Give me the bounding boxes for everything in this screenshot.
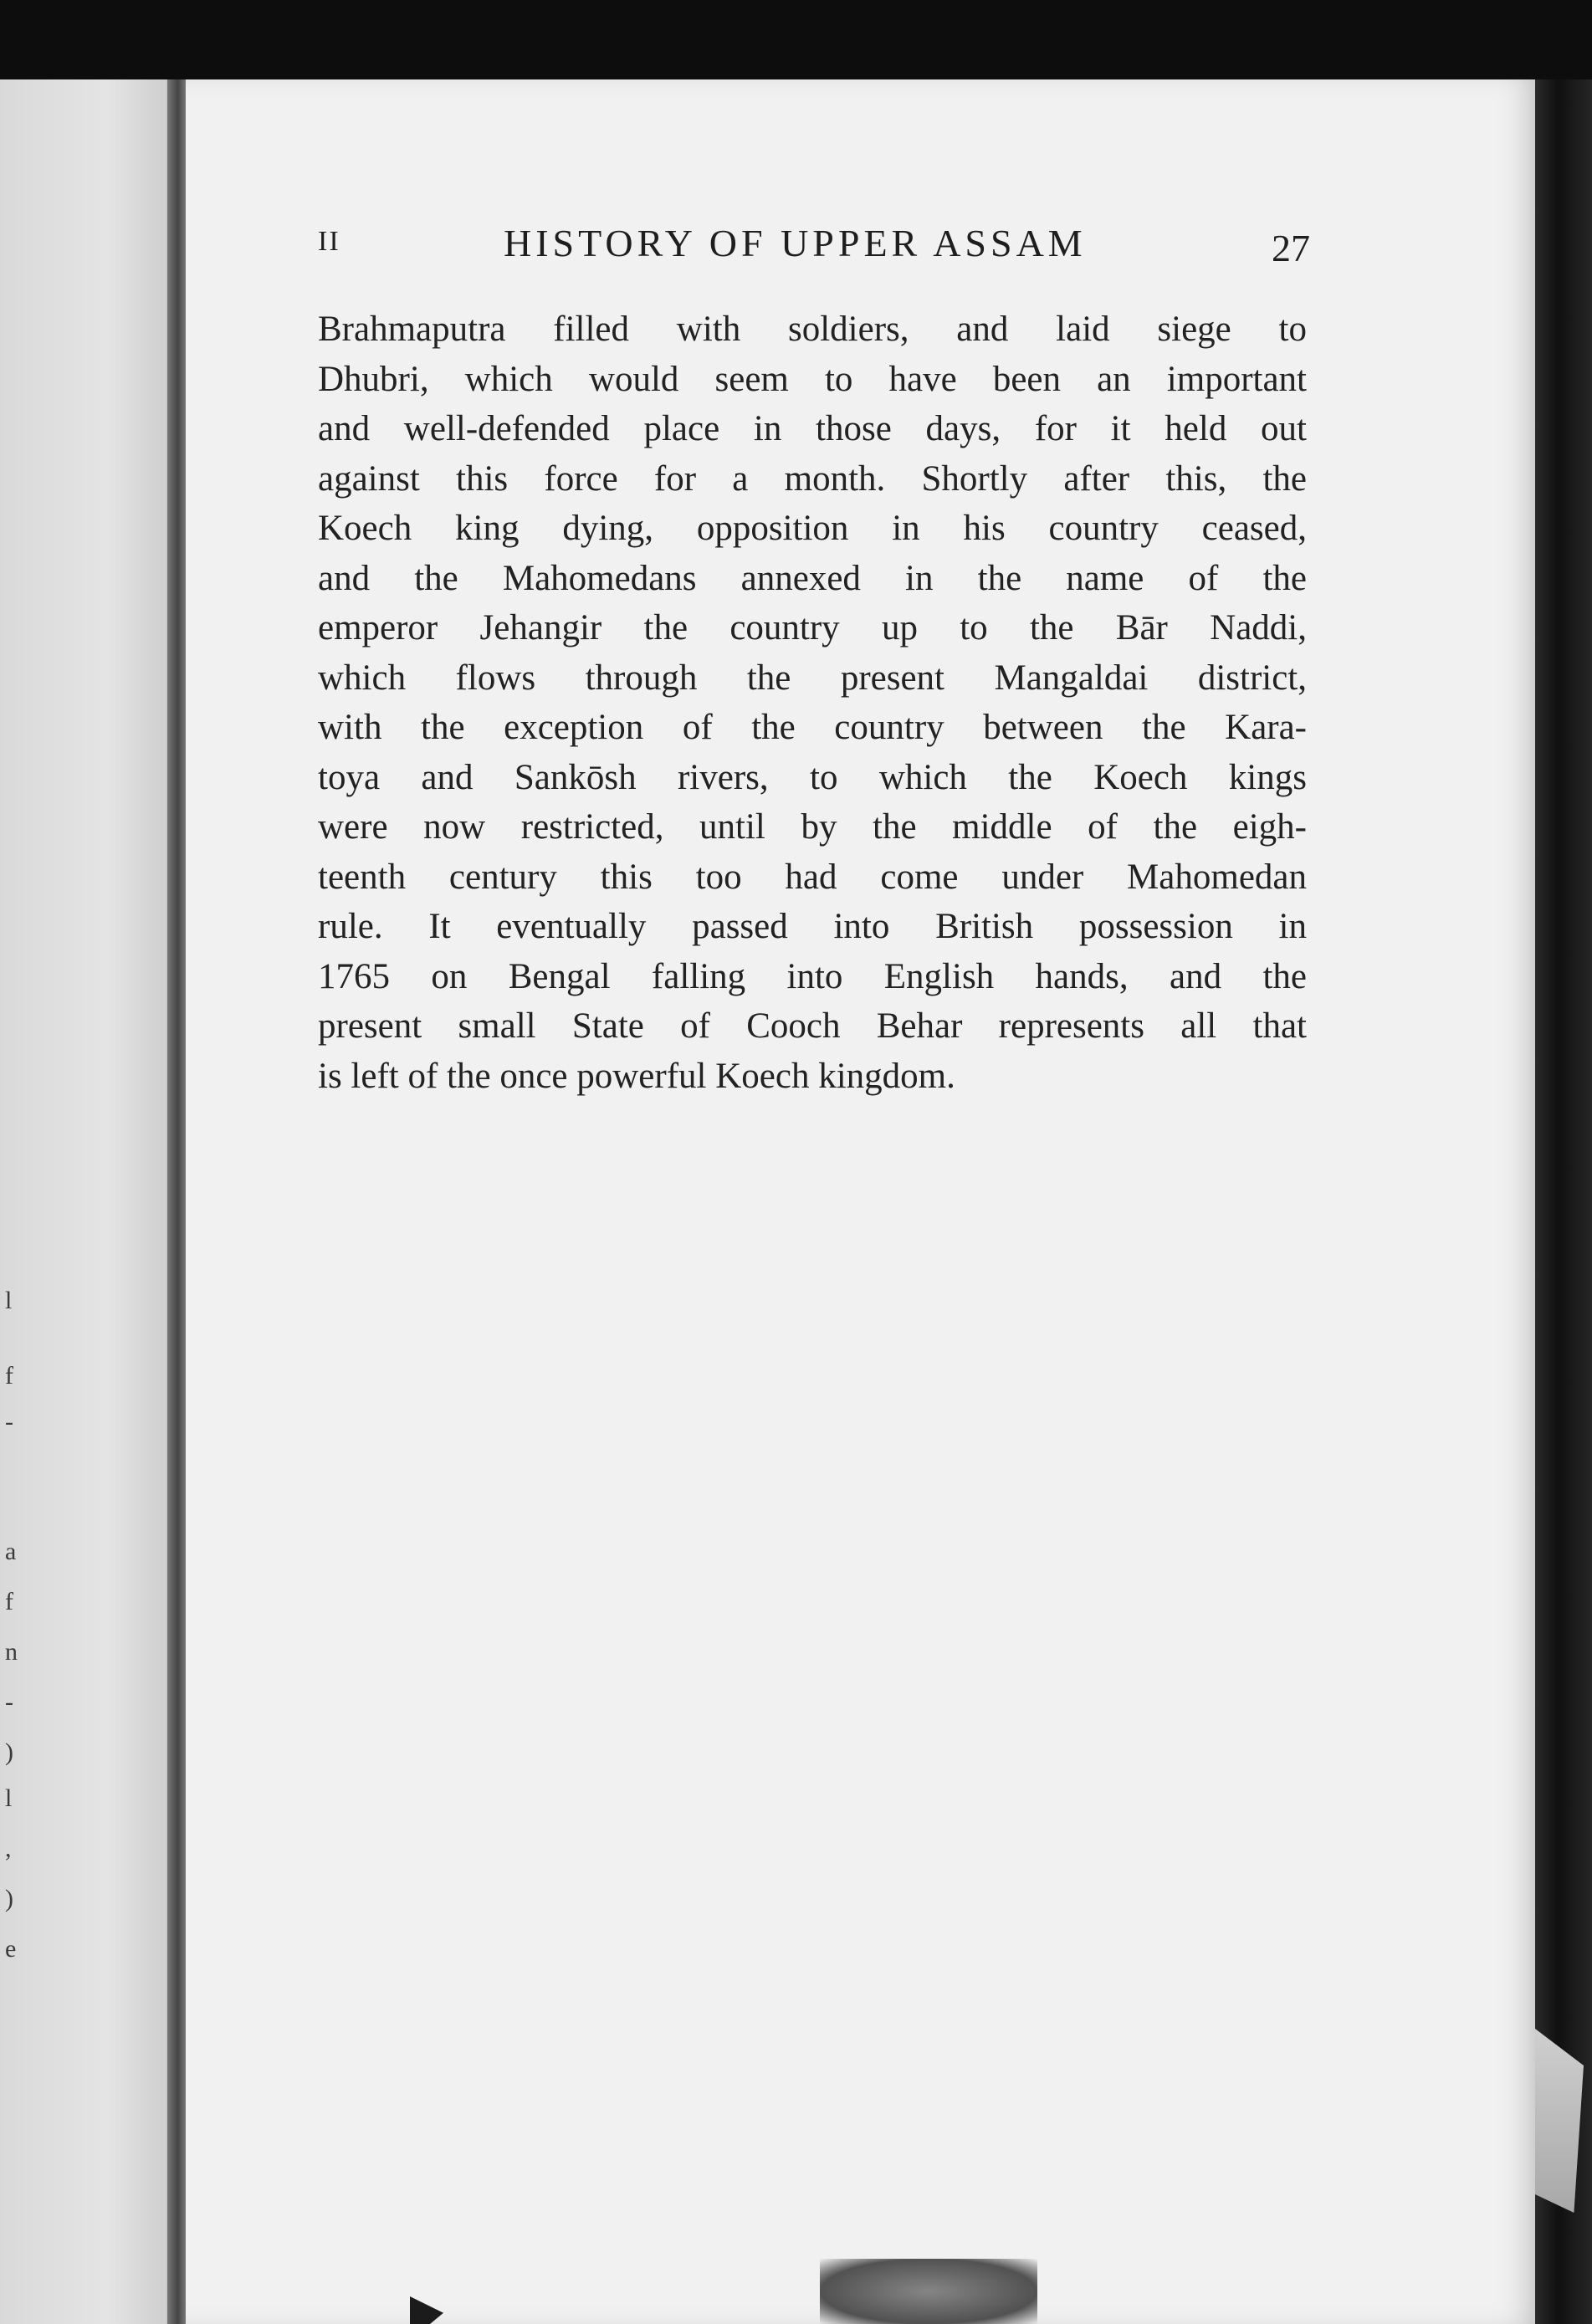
facing-page-fragment: n [5,1638,18,1666]
facing-page-fragment: - [5,1408,13,1436]
text-line: and the Mahomedans annexed in the name of the [318,558,1307,598]
text-line: rule. It eventually passed into British possession in [318,907,1307,946]
text-line: and well-defended place in those days, for it held out [318,409,1307,448]
body-paragraph [318,305,1307,1101]
scan-right-border [1535,79,1592,2324]
facing-page-edge [0,79,180,2324]
scan-artifact [820,2259,1037,2324]
text-line: emperor Jehangir the country up to the Bār Naddi, [318,608,1307,648]
text-line: which flows through the present Mangaldai district, [318,658,1307,698]
text-line: present small State of Cooch Behar represents all that [318,1006,1307,1046]
text-line: were now restricted, until by the middle of the eigh- [318,807,1307,847]
text-line: Koech king dying, opposition in his country ceased, [318,509,1307,548]
text-line: Brahmaputra filled with soldiers, and laid siege to [318,310,1307,349]
text-line: with the exception of the country between the Kara- [318,708,1307,747]
text-line: is left of the once powerful Koech kingdom. [318,1056,955,1096]
facing-page-fragment: l [5,1784,13,1812]
text-line: 1765 on Bengal falling into English hands, and the [318,956,1307,996]
facing-page-fragment: f [5,1588,13,1615]
facing-page-fragment: a [5,1538,17,1565]
facing-page-fragment: - [5,1688,13,1716]
page-number: 27 [1272,227,1310,269]
page-edge-fragment [1535,2029,1584,2213]
facing-page-fragment: e [5,1935,17,1963]
chapter-number: II [318,226,340,257]
text-line: toya and Sankōsh rivers, to which the Koech kings [318,757,1307,797]
facing-page-fragment: ) [5,1738,13,1766]
text-line: teenth century this too had come under Mahomedan [318,857,1307,897]
running-title: HISTORY OF UPPER ASSAM [504,222,1087,264]
text-line: Dhubri, which would seem to have been an important [318,359,1307,399]
facing-page-fragment: , [5,1835,12,1862]
facing-page-fragment: f [5,1362,13,1390]
scan-top-border [0,0,1592,79]
text-line: against this force for a month. Shortly after this, the [318,458,1307,499]
facing-page-fragment: l [5,1287,13,1314]
running-head [318,219,1322,278]
facing-page-fragment: ) [5,1885,13,1912]
